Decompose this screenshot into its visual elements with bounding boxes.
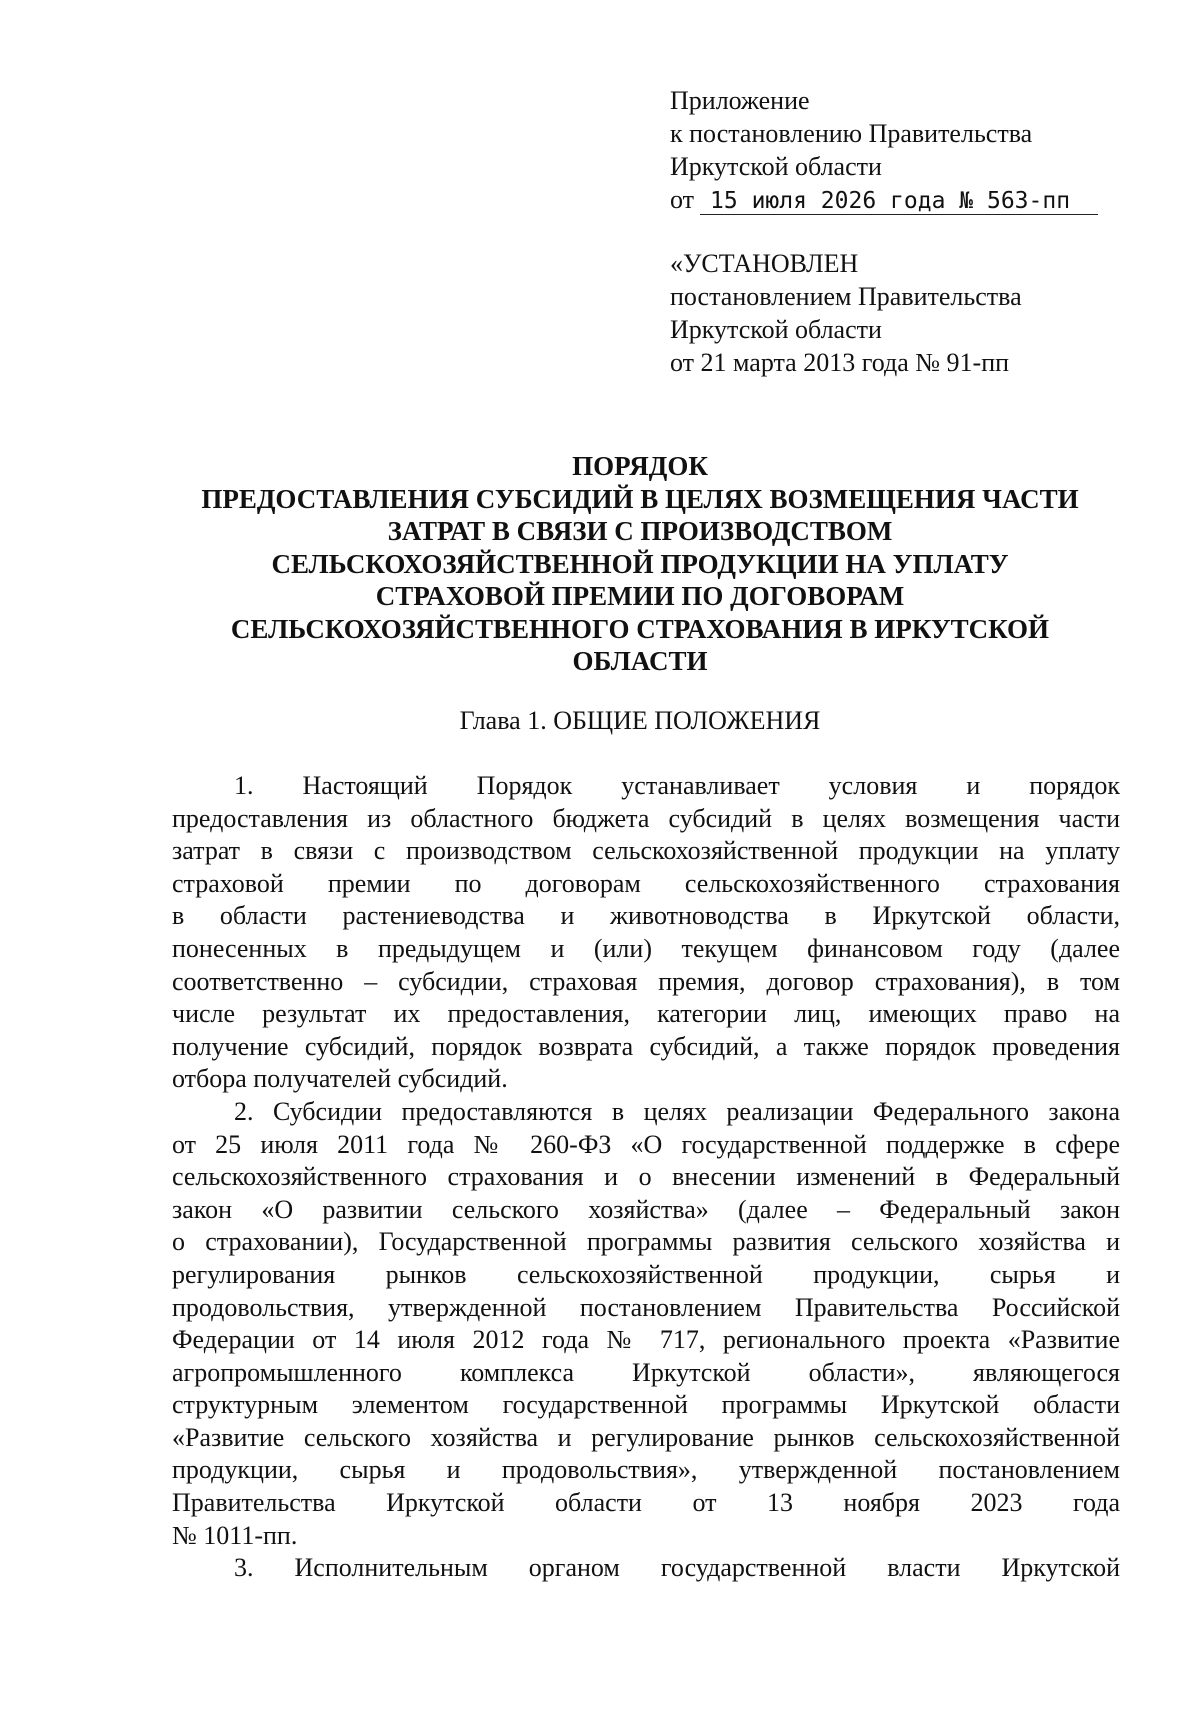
paragraph-1-line-8: числе результат их предоставления, категории лиц, имеющих право на (172, 999, 1120, 1029)
paragraph-2-line-5: о страховании), Государственной программы развития сельского хозяйства и (172, 1227, 1120, 1257)
paragraph-1-line-1: 1. Настоящий Порядок устанавливает условия и порядок (234, 771, 1120, 800)
paragraph-2-line-13: Правительства Иркутской области от 13 ноября 2023 года (172, 1488, 1120, 1518)
paragraph-2-line-12: продукции, сырья и продовольствия», утвержденной постановлением (172, 1455, 1120, 1485)
appendix-line-3: Иркутской области (670, 152, 882, 181)
paragraph-3-line-1: 3. Исполнительным органом государственной власти Иркутской (234, 1553, 1120, 1583)
established-line-1: «УСТАНОВЛЕН (670, 249, 859, 278)
established-line-2: постановлением Правительства (670, 282, 1022, 311)
paragraph-1-line-7: соответственно – субсидии, страховая премия, договор страхования), в том (172, 966, 1120, 996)
paragraph-2-line-8: Федерации от 14 июля 2012 года № 717, регионального проекта «Развитие (172, 1325, 1120, 1355)
paragraph-1-line-5: в области растениеводства и животноводства в Иркутской области, (172, 901, 1120, 931)
established-line-4: от 21 марта 2013 года № 91-пп (670, 348, 1010, 377)
established-line-3: Иркутской области (670, 315, 882, 344)
document-title (160, 450, 1120, 678)
paragraph-2-line-3: сельскохозяйственного страхования и о внесении изменений в Федеральный (172, 1162, 1120, 1192)
appendix-from-label: от (670, 185, 695, 214)
paragraph-1-line-3: затрат в связи с производством сельскохозяйственной продукции на уплату (172, 836, 1120, 866)
title-line-6: СЕЛЬСКОХОЗЯЙСТВЕННОГО СТРАХОВАНИЯ В ИРКУТСКОЙ (230, 613, 1050, 644)
title-line-5: СТРАХОВОЙ ПРЕМИИ ПО ДОГОВОРАМ (375, 581, 905, 611)
established-header (670, 247, 1130, 379)
title-line-3: ЗАТРАТ В СВЯЗИ С ПРОИЗВОДСТВОМ (387, 516, 893, 546)
paragraph-1-line-4: страховой премии по договорам сельскохозяйственного страхования (172, 868, 1120, 898)
body-text (172, 770, 1120, 1585)
paragraph-2-line-14: № 1011-пп. (172, 1520, 298, 1550)
appendix-date-fill: 15 июля 2026 года № 563-пп (700, 188, 1098, 215)
appendix-date-line (670, 183, 1130, 216)
chapter-heading: Глава 1. ОБЩИЕ ПОЛОЖЕНИЯ (459, 706, 821, 735)
title-line-2: ПРЕДОСТАВЛЕНИЯ СУБСИДИЙ В ЦЕЛЯХ ВОЗМЕЩЕНИЯ ЧАСТИ (201, 483, 1079, 514)
appendix-line-2: к постановлению Правительства (670, 119, 1033, 148)
title-line-7: ОБЛАСТИ (572, 646, 708, 676)
paragraph-2-line-7: продовольствия, утвержденной постановлением Правительства Российской (172, 1292, 1120, 1322)
paragraph-2-line-1: 2. Субсидии предоставляются в целях реализации Федерального закона (234, 1096, 1120, 1126)
paragraph-2-line-4: закон «О развитии сельского хозяйства» (далее – Федеральный закон (172, 1194, 1120, 1224)
paragraph-2-line-11: «Развитие сельского хозяйства и регулирование рынков сельскохозяйственной (172, 1422, 1120, 1452)
appendix-header (670, 84, 1130, 216)
paragraph-2-line-6: регулирования рынков сельскохозяйственной продукции, сырья и (172, 1259, 1120, 1289)
paragraph-2-line-2: от 25 июля 2011 года № 260-ФЗ «О государственной поддержке в сфере (172, 1129, 1120, 1159)
paragraph-1-line-9: получение субсидий, порядок возврата субсидий, а также порядок проведения (172, 1031, 1120, 1061)
title-line-4: СЕЛЬСКОХОЗЯЙСТВЕННОЙ ПРОДУКЦИИ НА УПЛАТУ (271, 548, 1009, 579)
paragraph-1-line-10: отбора получателей субсидий. (172, 1064, 508, 1094)
paragraph-2-line-10: структурным элементом государственной программы Иркутской области (172, 1390, 1120, 1420)
appendix-line-1: Приложение (670, 86, 810, 115)
title-line-1: ПОРЯДОК (572, 451, 708, 481)
paragraph-1-line-2: предоставления из областного бюджета субсидий в целях возмещения части (172, 803, 1120, 833)
paragraph-1-line-6: понесенных в предыдущем и (или) текущем финансовом году (далее (172, 933, 1120, 963)
paragraph-2-line-9: агропромышленного комплекса Иркутской области», являющегося (172, 1357, 1120, 1387)
